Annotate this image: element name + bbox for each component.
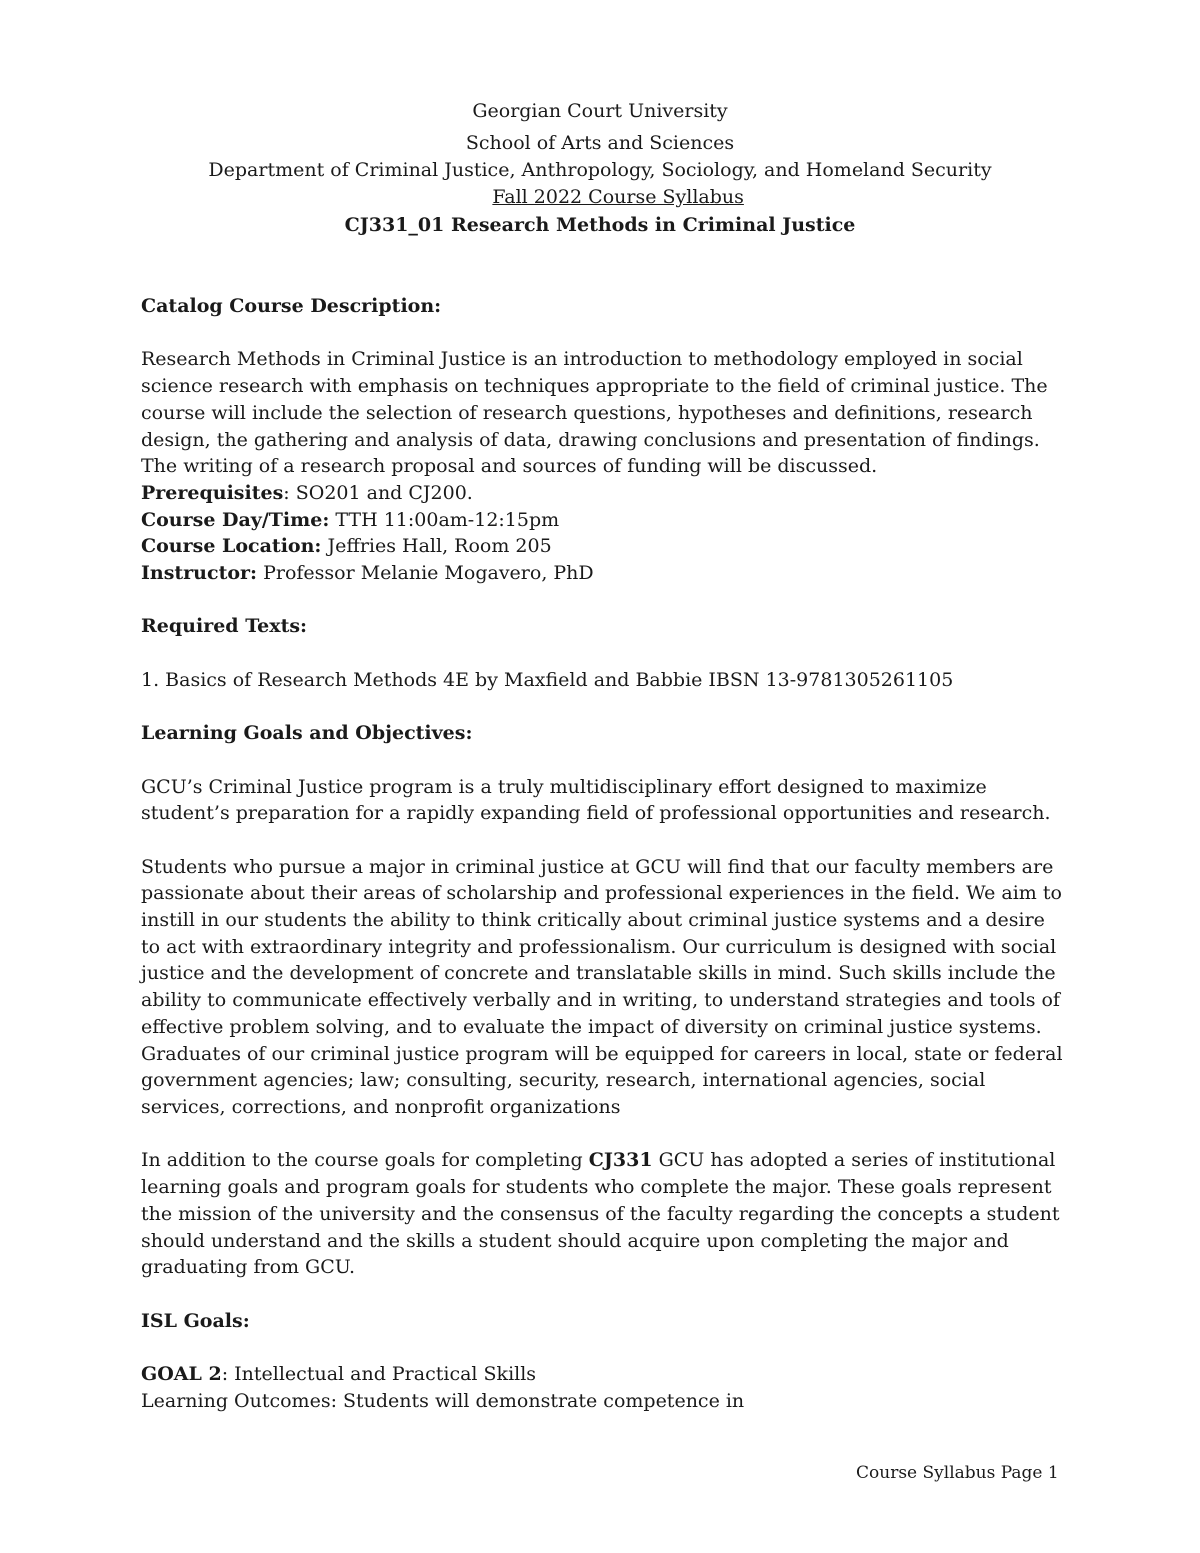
location-line <box>141 533 1066 560</box>
school-name: School of Arts and Sciences <box>465 132 735 154</box>
department-name: Department of Criminal Justice, Anthropology, Sociology, and Homeland Security <box>208 159 992 181</box>
required-text-item: 1. Basics of Research Methods 4E by Maxfield and Babbie IBSN 13-9781305261105 <box>141 668 954 691</box>
daytime-line <box>141 507 1066 534</box>
course-title: CJ331_01 Research Methods in Criminal Justice <box>344 214 856 236</box>
goals-paragraph-3-start: In addition to the course goals for completing <box>141 1149 589 1172</box>
instructor-label: Instructor: <box>141 562 258 585</box>
learning-goals-heading: Learning Goals and Objectives: <box>141 722 473 745</box>
semester-line <box>0 184 1200 211</box>
page-footer: Course Syllabus Page 1 <box>856 1463 1059 1483</box>
instructor-value: Professor Melanie Mogavero, PhD <box>257 562 594 585</box>
goals-paragraph-3-end: GCU has adopted a series of institutional learning goals and program goals for students who complete the major. These goals represent the mission of the university and the consensus of the faculty regarding the concepts a student should understand and the skills a student should acquire upon completing the major and graduating from GCU. <box>141 1149 1060 1279</box>
goals-paragraph-1: GCU’s Criminal Justice program is a truly multidisciplinary effort designed to maximize student’s preparation for a rapidly expanding field of professional opportunities and research. <box>141 775 1051 825</box>
isl-goals-heading: ISL Goals: <box>141 1309 250 1332</box>
location-value: Jeffries Hall, Room 205 <box>321 535 552 558</box>
goal-2-value: : Intellectual and Practical Skills <box>221 1362 537 1385</box>
daytime-label: Course Day/Time: <box>141 508 330 531</box>
prerequisites-label: Prerequisites <box>141 481 284 504</box>
goals-paragraph-2: Students who pursue a major in criminal justice at GCU will find that our faculty members are passionate about their areas of scholarship and professional experiences in the field. We aim to instill in our students the ability to think critically about criminal justice systems and a desire to act with extraordinary integrity and professionalism. Our curriculum is designed with social justice and the development of concrete and translatable skills in mind. Such skills include the ability to communicate effectively verbally and in writing, to understand strategies and tools of effective problem solving, and to evaluate the impact of diversity on criminal justice systems. Graduates of our criminal justice program will be equipped for careers in local, state or federal government agencies; law; consulting, security, research, international agencies, social services, corrections, and nonprofit organizations <box>141 855 1063 1118</box>
learning-outcomes-line: Learning Outcomes: Students will demonstrate competence in <box>141 1389 745 1412</box>
goals-paragraph-3 <box>141 1147 1066 1281</box>
course-code: CJ331 <box>588 1149 653 1172</box>
goal-2-label: GOAL 2 <box>141 1362 222 1385</box>
prerequisites-line <box>141 480 1066 507</box>
goal-2-line <box>141 1361 1066 1388</box>
prerequisites-value: : SO201 and CJ200. <box>283 481 473 504</box>
document-header <box>0 98 1200 239</box>
semester-title: Fall 2022 Course Syllabus <box>492 186 744 208</box>
catalog-description: Research Methods in Criminal Justice is an introduction to methodology employed in social science research with emphasis on techniques appropriate to the field of criminal justice. The course will include the selection of research questions, hypotheses and definitions, research design, the gathering and analysis of data, drawing conclusions and presentation of findings. The writing of a research proposal and sources of funding will be discussed. <box>141 348 1048 478</box>
catalog-heading: Catalog Course Description: <box>141 295 442 317</box>
daytime-value: TTH 11:00am-12:15pm <box>329 508 560 531</box>
location-label: Course Location: <box>141 535 322 558</box>
required-texts-heading: Required Texts: <box>141 615 308 638</box>
document-body <box>141 293 1066 1414</box>
university-name: Georgian Court University <box>472 100 728 122</box>
instructor-line <box>141 560 1066 587</box>
